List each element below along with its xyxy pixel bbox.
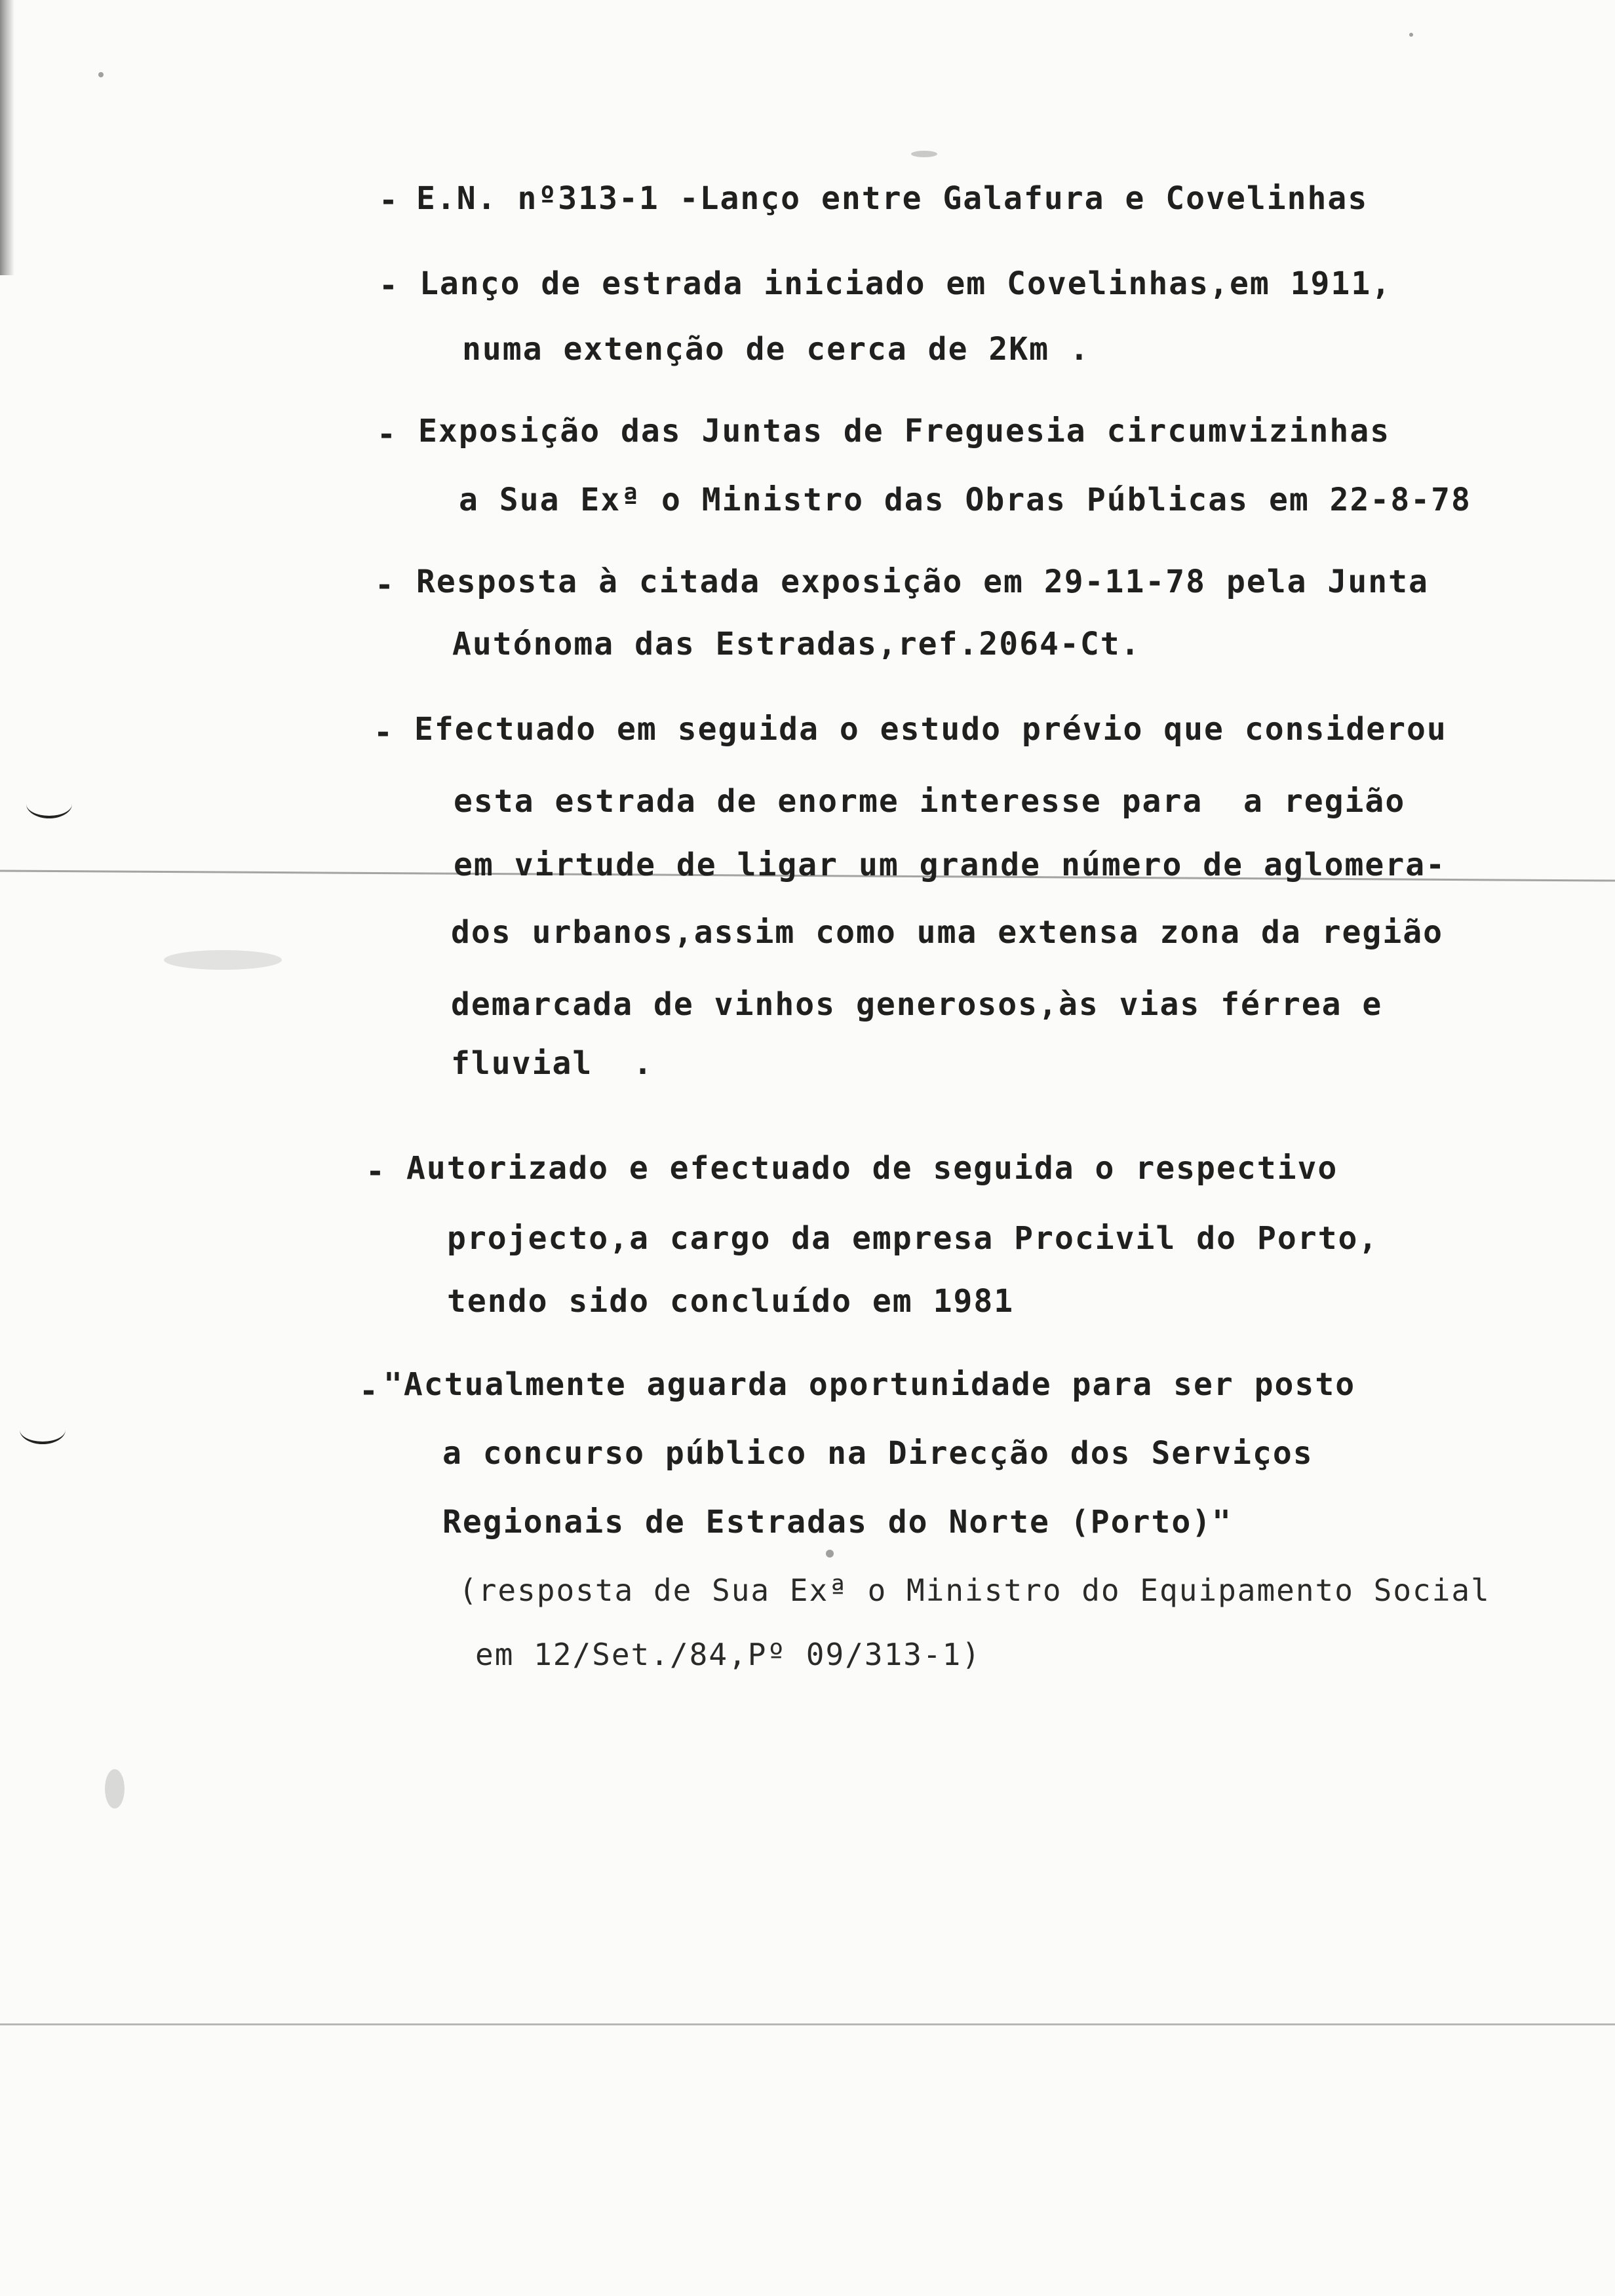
speck — [1409, 33, 1413, 37]
item-4-line-2: esta estrada de enorme interesse para a região — [454, 783, 1406, 820]
punch-hole-mark-upper — [26, 790, 72, 818]
item-2-line-1: Exposição das Juntas de Freguesia circumvizinhas — [418, 413, 1391, 450]
speck — [105, 1769, 125, 1808]
bullet-dash: - — [377, 416, 396, 453]
item-1-line-2: numa extenção de cerca de 2Km . — [462, 331, 1090, 368]
speck — [164, 950, 282, 970]
bullet-dash: - — [375, 567, 394, 603]
item-5-line-1: Autorizado e efectuado de seguida o respectivo — [406, 1150, 1338, 1187]
fold-line-lower — [0, 2023, 1615, 2025]
item-6-line-3: Regionais de Estradas do Norte (Porto)" — [442, 1504, 1233, 1540]
scan-edge-shadow — [0, 0, 14, 275]
item-4-line-6: fluvial . — [451, 1045, 653, 1082]
item-4-line-4: dos urbanos,assim como uma extensa zona da região — [451, 914, 1444, 951]
item-5-line-3: tendo sido concluído em 1981 — [447, 1283, 1015, 1320]
bullet-dash: - — [366, 1153, 385, 1190]
document-heading: E.N. nº313-1 -Lanço entre Galafura e Covelinhas — [416, 180, 1369, 217]
bullet-dash: - — [379, 267, 398, 304]
item-6-line-1: "Actualmente aguarda oportunidade para ser posto — [383, 1366, 1356, 1403]
reference-note-line-1: (resposta de Sua Exª o Ministro do Equipamento Social — [459, 1573, 1490, 1608]
bullet-dash: - — [379, 182, 398, 219]
reference-note-line-2: em 12/Set./84,Pº 09/313-1) — [475, 1637, 982, 1672]
speck — [98, 72, 104, 77]
item-3-line-2: Autónoma das Estradas,ref.2064-Ct. — [452, 626, 1141, 662]
item-4-line-1: Efectuado em seguida o estudo prévio que considerou — [414, 711, 1447, 748]
speck — [911, 151, 937, 157]
item-6-line-2: a concurso público na Direcção dos Serviços — [442, 1435, 1313, 1472]
bullet-dash: - — [374, 714, 393, 751]
item-2-line-2: a Sua Exª o Ministro das Obras Públicas em 22-8-78 — [459, 482, 1471, 518]
punch-hole-mark-lower — [20, 1415, 66, 1444]
speck — [826, 1550, 834, 1558]
item-4-line-5: demarcada de vinhos generosos,às vias férrea e — [451, 986, 1383, 1023]
item-1-line-1: Lanço de estrada iniciado em Covelinhas,em 1911, — [419, 265, 1392, 302]
bullet-dash: - — [359, 1373, 378, 1409]
item-3-line-1: Resposta à citada exposição em 29-11-78 pela Junta — [416, 564, 1429, 600]
item-5-line-2: projecto,a cargo da empresa Procivil do Porto, — [447, 1220, 1379, 1257]
item-4-line-3: em virtude de ligar um grande número de aglomera- — [454, 847, 1447, 883]
